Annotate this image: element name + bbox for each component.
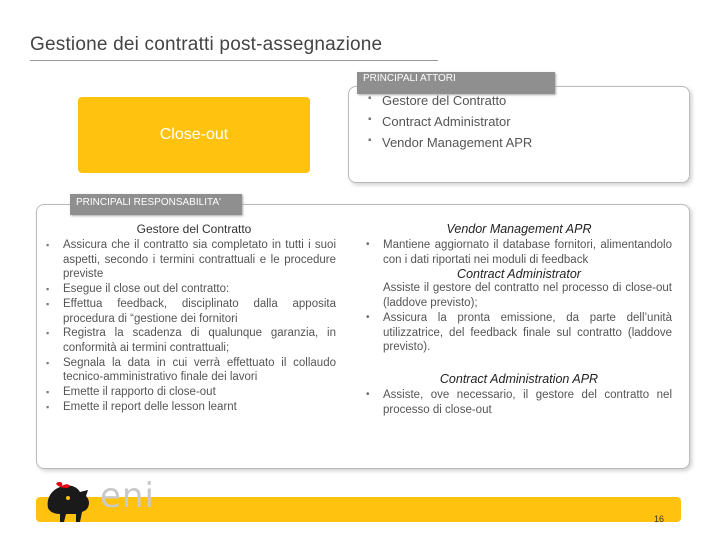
list-item: • Mantiene aggiornato il database fornitori, alimentandolo con i dati riportati nei moduli di feedback bbox=[366, 238, 672, 267]
list-item: ▪ Assicura che il contratto sia completato in tutti i suoi aspetti, secondo i termini contrattuali e le procedure previste bbox=[44, 238, 336, 282]
slide-title: Gestione dei contratti post-assegnazione bbox=[30, 34, 383, 55]
gestore-heading: Gestore del Contratto bbox=[136, 222, 252, 236]
actor-item: ▪ Gestore del Contratto bbox=[368, 93, 532, 114]
actor-item: ▪ Contract Administrator bbox=[368, 114, 532, 135]
vendor-management-list bbox=[366, 238, 672, 267]
list-item: • Assiste, ove necessario, il gestore del contratto nel processo di close-out bbox=[366, 388, 672, 417]
responsibilities-right-column bbox=[366, 222, 672, 417]
closeout-box: Close-out bbox=[78, 97, 310, 173]
responsibilities-left-column bbox=[44, 222, 336, 414]
contract-administration-apr-heading: Contract Administration APR bbox=[439, 371, 599, 386]
list-item: ▪ Esegue il close out del contratto: bbox=[44, 282, 336, 297]
list-item: • Assicura la pronta emissione, da parte dell’unità utilizzatrice, del feedback finale sul contratto (laddove previsto). bbox=[366, 311, 672, 355]
list-item: ▪ Registra la scadenza di qualunque garanzia, in conformità ai termini contrattuali; bbox=[44, 326, 336, 355]
list-item: ▪ Effettua feedback, disciplinato dalla apposita procedura di “gestione dei fornitori bbox=[44, 297, 336, 326]
list-item: ▪ Emette il rapporto di close-out bbox=[44, 385, 336, 400]
list-item: Assiste il gestore del contratto nel processo di close-out (laddove previsto); bbox=[383, 282, 672, 310]
eni-wordmark: eni bbox=[100, 476, 155, 516]
contract-administrator-heading: Contract Administrator bbox=[457, 267, 581, 282]
actor-item: ▪ Vendor Management APR bbox=[368, 135, 532, 156]
actors-header: PRINCIPALI ATTORI bbox=[357, 72, 555, 94]
contract-administration-apr-list bbox=[366, 388, 672, 417]
list-item: ▪ Segnala la data in cui verrà effettuato il collaudo tecnico-amministrativo finale dei lavori bbox=[44, 356, 336, 385]
list-item: ▪ Emette il report delle lesson learnt bbox=[44, 400, 336, 415]
page-number: 16 bbox=[654, 514, 665, 524]
actors-list bbox=[368, 93, 532, 156]
title-divider bbox=[30, 60, 438, 61]
responsibilities-header: PRINCIPALI RESPONSABILITA' bbox=[70, 194, 242, 215]
gestore-list bbox=[44, 238, 336, 414]
vendor-management-heading: Vendor Management APR bbox=[446, 222, 592, 236]
contract-administrator-list bbox=[366, 281, 672, 355]
